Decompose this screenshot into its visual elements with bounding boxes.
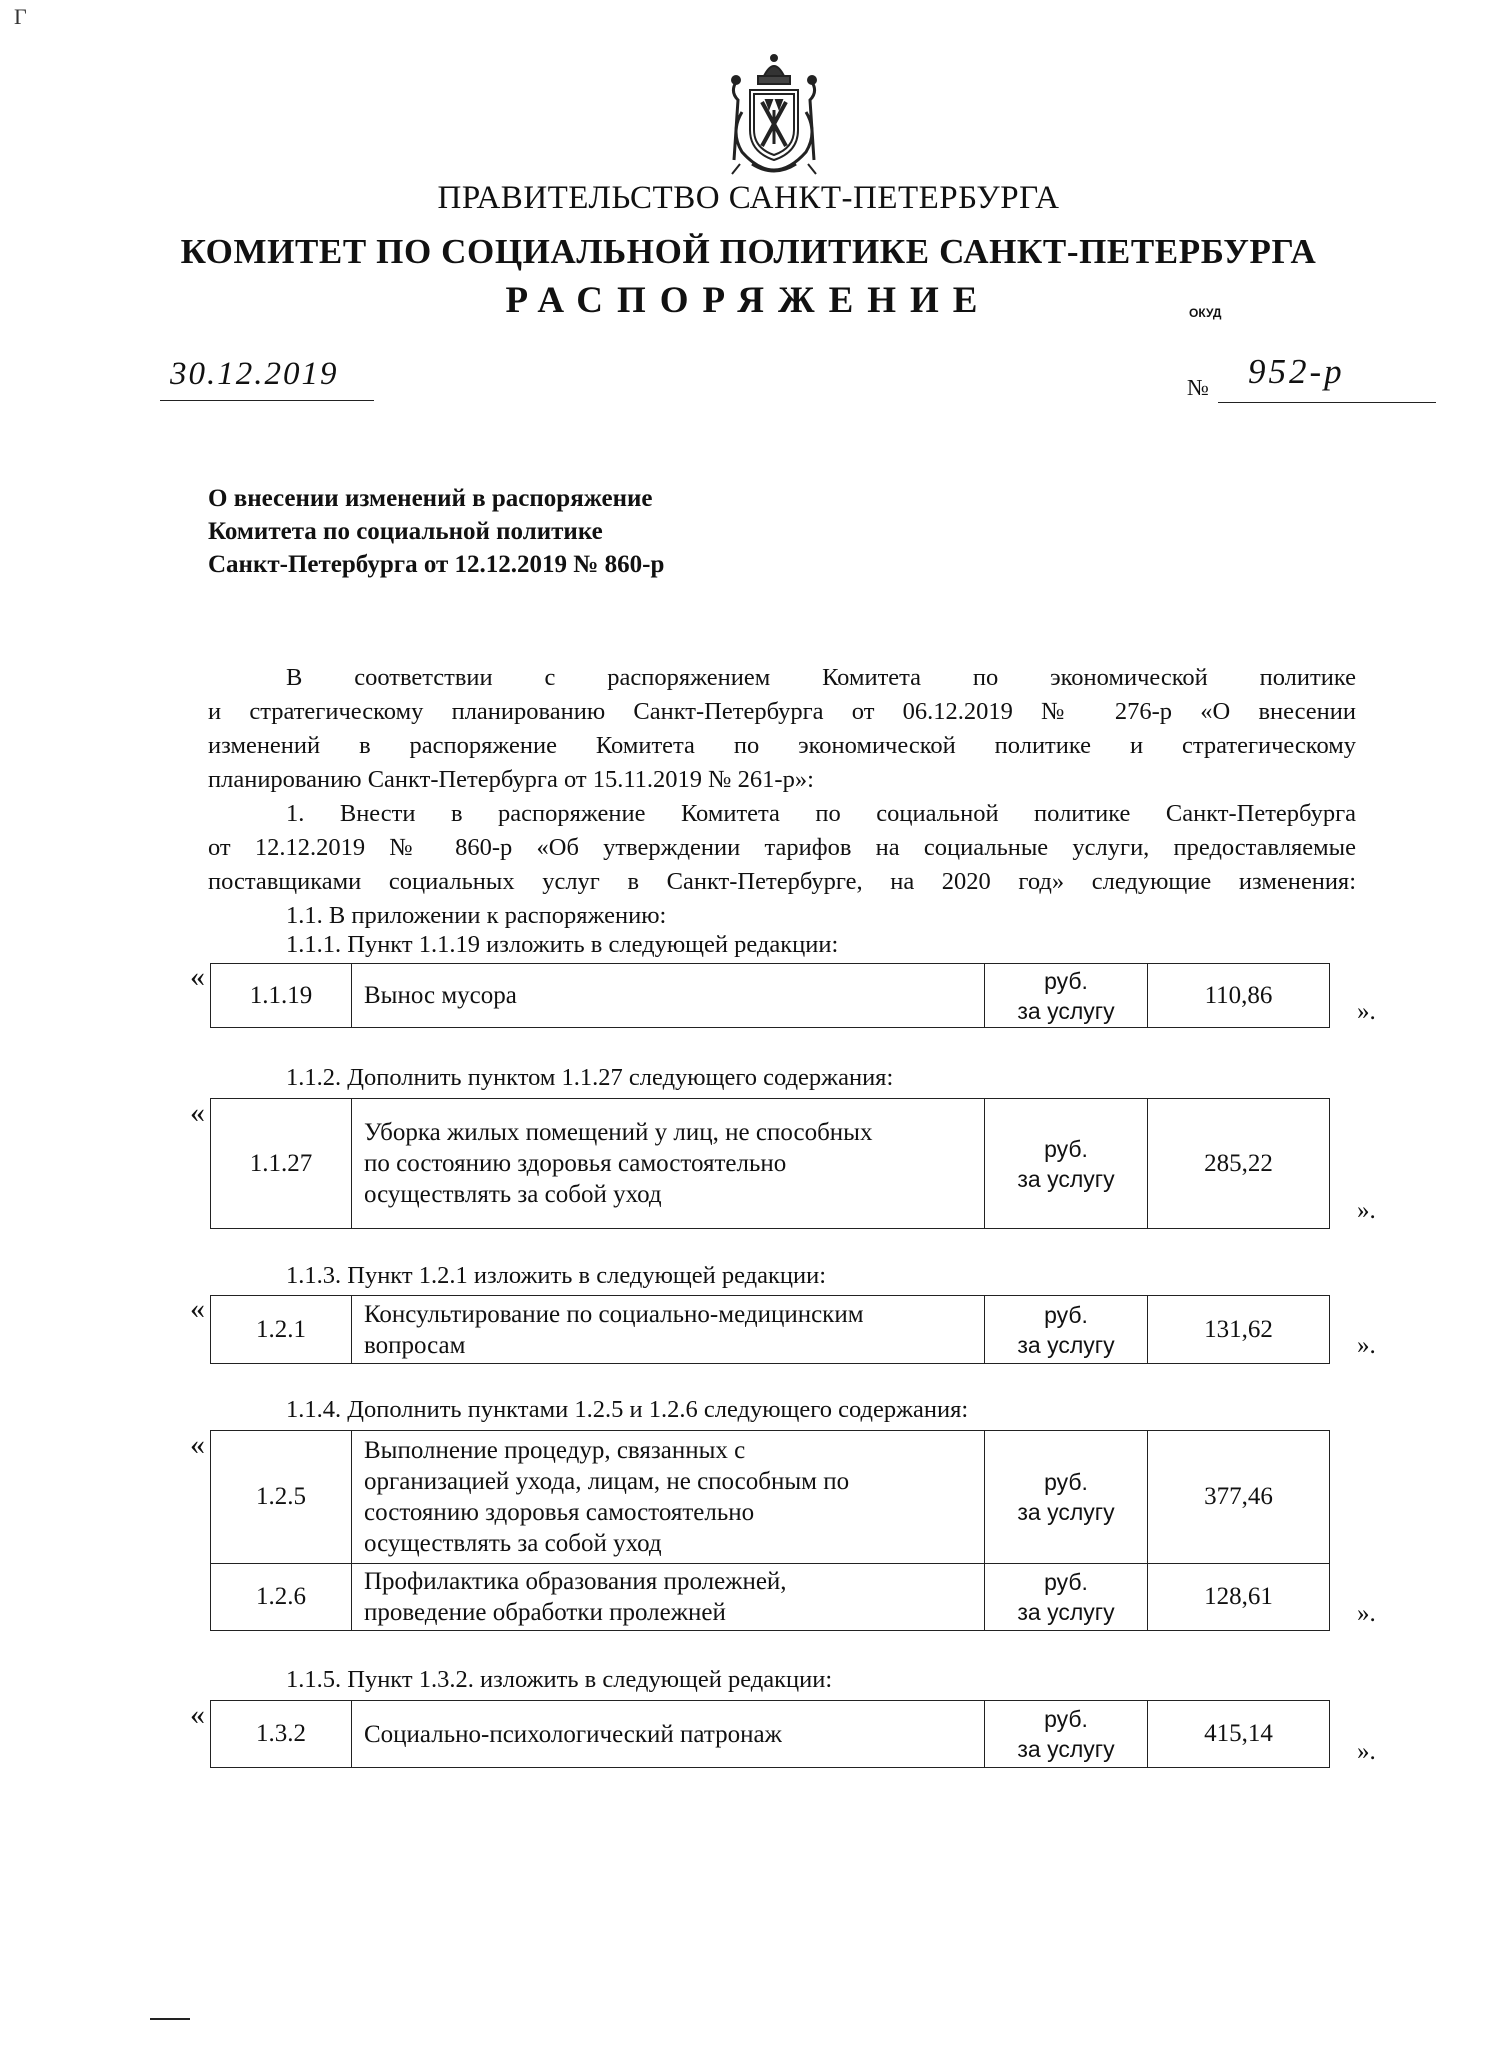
- unit-line: за услугу: [1017, 1165, 1115, 1192]
- subject-line: О внесении изменений в распоряжение: [208, 485, 653, 512]
- close-quote: ».: [1357, 1600, 1376, 1627]
- unit-line: за услугу: [1017, 1599, 1115, 1625]
- item-number: 1.3.2: [211, 1701, 352, 1768]
- item-number: 1.2.1: [211, 1296, 352, 1364]
- committee-name: КОМИТЕТ ПО СОЦИАЛЬНОЙ ПОЛИТИКЕ САНКТ-ПЕТЕРБУРГА: [180, 232, 1317, 271]
- handwritten-date: 30.12.2019: [170, 356, 339, 392]
- open-quote: «: [190, 1428, 205, 1461]
- section-intro: 1.1.4. Дополнить пунктами 1.2.5 и 1.2.6 следующего содержания:: [286, 1396, 969, 1423]
- section-intro: 1.1.5. Пункт 1.3.2. изложить в следующей редакции:: [286, 1666, 833, 1693]
- coat-of-arms-emblem: [712, 52, 836, 180]
- item-number: 1.2.6: [211, 1564, 352, 1631]
- close-quote: ».: [1357, 1738, 1376, 1765]
- tariff-value: 128,61: [1148, 1564, 1330, 1631]
- service-name: [352, 1099, 985, 1229]
- handwritten-number: 952-р: [1248, 352, 1345, 391]
- table-row: [211, 964, 1330, 1028]
- document-type: РАСПОРЯЖЕНИЕ: [505, 280, 992, 321]
- subject-line: Санкт-Петербурга от 12.12.2019 № 860-р: [208, 551, 665, 578]
- service-name-line: состоянию здоровья самостоятельно: [364, 1499, 755, 1526]
- tariff-value: 131,62: [1148, 1296, 1330, 1364]
- table-row: [211, 1431, 1330, 1564]
- open-quote: «: [190, 960, 205, 993]
- subject-line: Комитета по социальной политике: [208, 518, 603, 545]
- tariff-table: [210, 1700, 1330, 1768]
- tariff-table: [210, 963, 1330, 1028]
- service-name-line: осуществлять за собой уход: [364, 1181, 662, 1208]
- body-text: [208, 661, 1356, 933]
- unit: [985, 1701, 1148, 1768]
- table-row: [211, 1099, 1330, 1229]
- footer-mark: [150, 2018, 190, 2020]
- tariff-value: 110,86: [1148, 964, 1330, 1028]
- unit-line: за услугу: [1017, 1736, 1115, 1762]
- service-name: [352, 964, 985, 1028]
- service-name-line: вопросам: [364, 1331, 466, 1359]
- tariff-value: 415,14: [1148, 1701, 1330, 1768]
- date-underline: [160, 400, 374, 401]
- item-number: 1.1.27: [211, 1099, 352, 1229]
- unit: [985, 1099, 1148, 1229]
- tariff-value: 377,46: [1148, 1431, 1330, 1564]
- unit-line: руб.: [1044, 1706, 1088, 1732]
- tariff-table: [210, 1430, 1330, 1631]
- unit: [985, 1564, 1148, 1631]
- open-quote: «: [190, 1096, 205, 1129]
- unit-line: руб.: [1044, 967, 1088, 994]
- unit-line: руб.: [1044, 1301, 1088, 1328]
- section-intro: 1.1.1. Пункт 1.1.19 изложить в следующей редакции:: [286, 931, 839, 958]
- preamble-line: изменений в распоряжение Комитета по экономической политике и стратегическому: [208, 732, 1356, 759]
- tariff-table: [210, 1295, 1330, 1364]
- close-quote: ».: [1357, 1197, 1376, 1224]
- unit-line: руб.: [1044, 1569, 1088, 1595]
- item-number: 1.2.5: [211, 1431, 352, 1564]
- service-name-line: по состоянию здоровья самостоятельно: [364, 1150, 787, 1177]
- service-name-line: проведение обработки пролежней: [364, 1599, 726, 1626]
- service-name-line: Выполнение процедур, связанных с: [364, 1437, 746, 1464]
- unit-line: за услугу: [1017, 997, 1115, 1024]
- preamble-line: и стратегическому планированию Санкт-Петербурга от 06.12.2019 № 276-р «О внесении: [208, 698, 1356, 725]
- service-name-line: организацией ухода, лицам, не способным по: [364, 1468, 850, 1495]
- unit-line: руб.: [1044, 1135, 1088, 1162]
- open-quote: «: [190, 1698, 205, 1731]
- service-name-line: Социально-психологический патронаж: [364, 1720, 782, 1748]
- tariff-value: 285,22: [1148, 1099, 1330, 1229]
- service-name: [352, 1564, 985, 1631]
- government-name: ПРАВИТЕЛЬСТВО САНКТ-ПЕТЕРБУРГА: [437, 180, 1060, 216]
- number-label: №: [1187, 375, 1209, 400]
- service-name-line: Уборка жилых помещений у лиц, не способных: [364, 1119, 873, 1146]
- tariff-table: [210, 1098, 1330, 1229]
- service-name-line: Профилактика образования пролежней,: [364, 1568, 787, 1595]
- service-name-line: осуществлять за собой уход: [364, 1530, 662, 1557]
- unit-line: за услугу: [1017, 1331, 1115, 1358]
- close-quote: ».: [1357, 998, 1376, 1025]
- service-name: [352, 1431, 985, 1564]
- unit-line: за услугу: [1017, 1499, 1115, 1525]
- section-intro: 1.1.3. Пункт 1.2.1 изложить в следующей редакции:: [286, 1262, 827, 1289]
- section-intro: 1.1.2. Дополнить пунктом 1.1.27 следующего содержания:: [286, 1064, 894, 1091]
- unit: [985, 964, 1148, 1028]
- item-number: 1.1.19: [211, 964, 352, 1028]
- number-underline: [1218, 402, 1436, 403]
- close-quote: ».: [1357, 1332, 1376, 1359]
- service-name: [352, 1701, 985, 1768]
- table-row: [211, 1296, 1330, 1364]
- service-name: [352, 1296, 985, 1364]
- item1-line: поставщиками социальных услуг в Санкт-Петербурге, на 2020 год» следующие изменения:: [208, 868, 1356, 895]
- table-row: [211, 1564, 1330, 1631]
- document-subject: [208, 482, 664, 581]
- item1-1-line: 1.1. В приложении к распоряжению:: [286, 902, 667, 929]
- okud-label: ОКУД: [1189, 306, 1222, 320]
- item1-line: от 12.12.2019 № 860-р «Об утверждении тарифов на социальные услуги, предоставляемые: [208, 834, 1356, 861]
- preamble-line: В соответствии с распоряжением Комитета по экономической политике: [286, 664, 1356, 691]
- service-name-line: Вынос мусора: [364, 982, 517, 1009]
- open-quote: «: [190, 1292, 205, 1325]
- item1-line: 1. Внести в распоряжение Комитета по социальной политике Санкт-Петербурга: [286, 800, 1356, 827]
- corner-mark: Г: [14, 4, 27, 29]
- unit: [985, 1296, 1148, 1364]
- unit-line: руб.: [1044, 1469, 1088, 1495]
- preamble-line: планированию Санкт-Петербурга от 15.11.2019 № 261-р»:: [208, 766, 814, 793]
- table-row: [211, 1701, 1330, 1768]
- unit: [985, 1431, 1148, 1564]
- service-name-line: Консультирование по социально-медицинским: [364, 1300, 864, 1328]
